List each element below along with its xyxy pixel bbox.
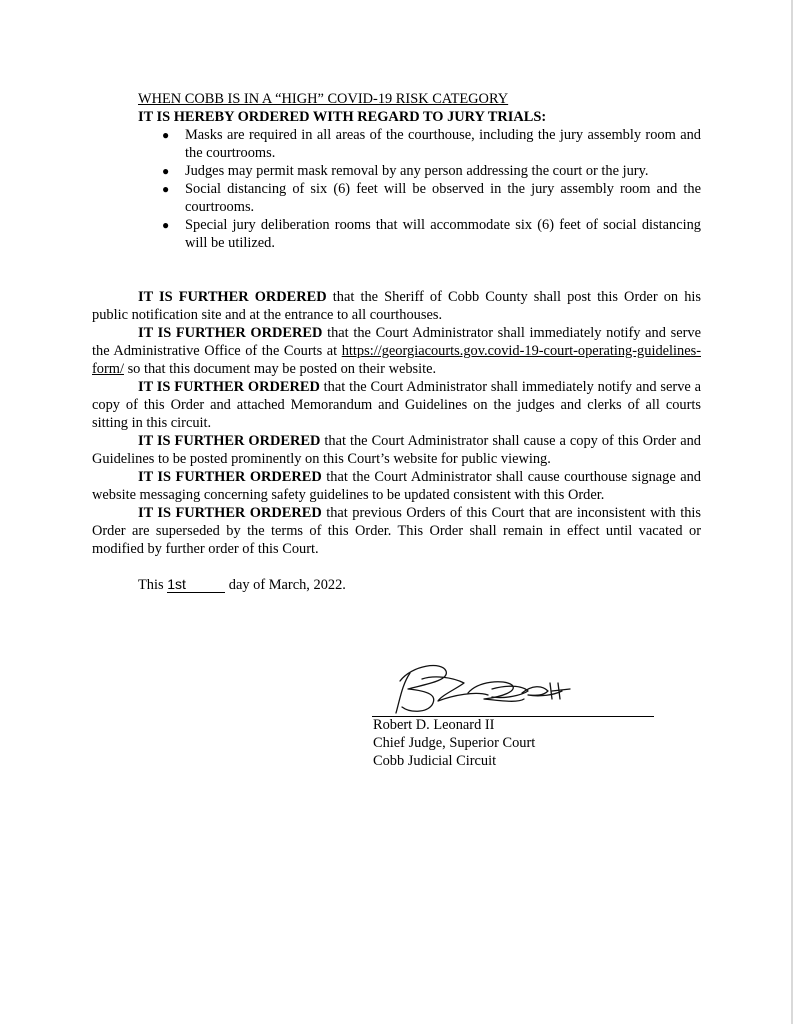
date-line: This 1st day of March, 2022. [138, 576, 346, 593]
bullet-icon: ● [162, 218, 170, 232]
list-item: ● Masks are required in all areas of the courthouse, including the jury assembly room and the courtrooms. [162, 127, 701, 161]
signer-name: Robert D. Leonard II [373, 717, 495, 733]
signer-title: Chief Judge, Superior Court [373, 735, 536, 751]
order-paragraph-aoc: IT IS FURTHER ORDERED that the Court Administrator shall immediately notify and serve the Administrative Office of the Courts at https://georgiacourts.gov.covid-19-court-operating-guidelines-form/ so that this document may be posted on their website. [92, 325, 701, 377]
jury-trials-order-heading: IT IS HEREBY ORDERED WITH REGARD TO JURY TRIALS: [138, 109, 547, 125]
order-paragraph-judges-clerks: IT IS FURTHER ORDERED that the Court Administrator shall immediately notify and serve a copy of this Order and attached Memorandum and Guidelines on the judges and clerks of all courts sitting in this circuit. [92, 379, 701, 431]
jury-trial-rules-list [92, 126, 701, 252]
order-paragraph-website: IT IS FURTHER ORDERED that the Court Administrator shall cause a copy of this Order and Guidelines to be posted prominently on this Court’s website for public viewing. [92, 433, 701, 467]
bullet-icon: ● [162, 128, 170, 142]
list-item: ● Judges may permit mask removal by any person addressing the court or the jury. [162, 163, 649, 179]
bullet-icon: ● [162, 164, 170, 178]
signature-block [372, 655, 654, 717]
order-paragraph-signage: IT IS FURTHER ORDERED that the Court Administrator shall cause courthouse signage and website messaging concerning safety guidelines to be updated consistent with this Order. [92, 469, 701, 503]
signer-block [373, 716, 535, 770]
order-paragraph-supersede: IT IS FURTHER ORDERED that previous Orders of this Court that are inconsistent with this Order are superseded by the terms of this Order. This Order shall remain in effect until vacated or modified by further order of this Court. [92, 505, 701, 557]
risk-category-heading: WHEN COBB IS IN A “HIGH” COVID-19 RISK CATEGORY [138, 91, 509, 107]
order-paragraph-sheriff: IT IS FURTHER ORDERED that the Sheriff of Cobb County shall post this Order on his public notification site and at the entrance to all courthouses. [92, 289, 701, 323]
day-field: 1st [167, 577, 225, 593]
order-document [92, 90, 701, 594]
list-item: ● Special jury deliberation rooms that will accommodate six (6) feet of social distancing will be utilized. [162, 217, 701, 251]
bullet-icon: ● [162, 182, 170, 196]
signer-circuit: Cobb Judicial Circuit [373, 753, 497, 769]
signature-icon [372, 655, 654, 717]
list-item: ● Social distancing of six (6) feet will be observed in the jury assembly room and the courtrooms. [162, 181, 701, 215]
guidelines-form-link[interactable]: https://georgiacourts.gov.covid-19-court-operating-guidelines-form/ [92, 343, 701, 377]
